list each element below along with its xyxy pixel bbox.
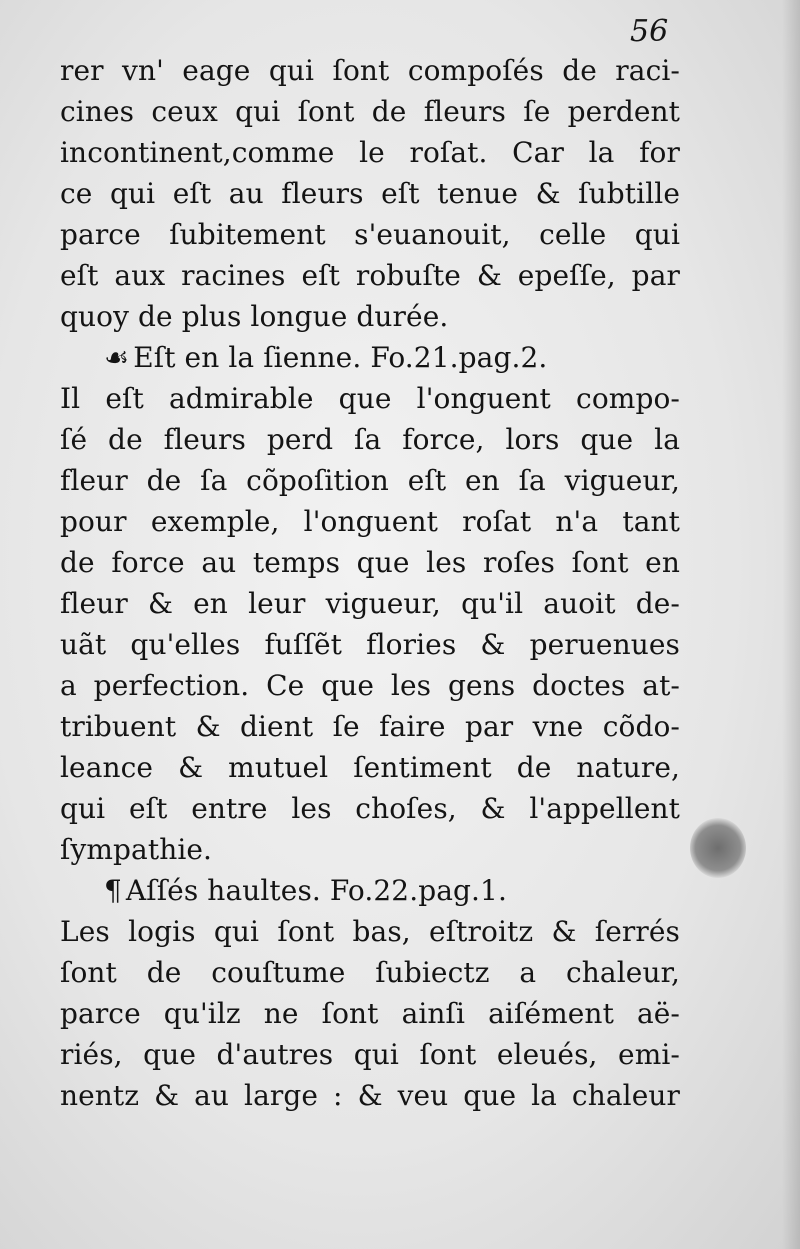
- page-number: 56: [630, 14, 669, 49]
- text-line: ſont de couſtume ſubiectz a chaleur,: [60, 956, 680, 989]
- text-line: parce qu'ilz ne ſont ainſi aiſément aë-: [60, 997, 680, 1030]
- fleuron-icon: ☙: [104, 341, 130, 374]
- text-line: fleur de ſa cõpoſition eſt en ſa vigueur,: [60, 464, 680, 497]
- text-line: de force au temps que les roſes ſont en: [60, 546, 680, 579]
- text-line: tribuent & dient ſe faire par vne cõdo-: [60, 710, 680, 743]
- page-edge-shadow: [782, 0, 800, 1249]
- text-line: qui eſt entre les choſes, & l'appellent: [60, 792, 680, 825]
- text-line: quoy de plus longue durée.: [60, 300, 449, 333]
- text-line: pour exemple, l'onguent roſat n'a tant: [60, 505, 680, 538]
- body-text: [60, 50, 680, 1116]
- text-line: a perfection. Ce que les gens doctes at-: [60, 669, 680, 702]
- text-line: Les logis qui ſont bas, eſtroitz & ſerrés: [60, 915, 680, 948]
- text-line: uãt qu'elles fuſſẽt flories & peruenues: [60, 628, 680, 661]
- text-line: fleur & en leur vigueur, qu'il auoit de-: [60, 587, 680, 620]
- section-heading-text: Aſſés haultes. Fo.22.pag.1.: [125, 874, 507, 907]
- text-line: ſympathie.: [60, 833, 213, 866]
- text-line: eſt aux racines eſt robuſte & epeſſe, par: [60, 259, 680, 292]
- text-line: parce ſubitement s'euanouit, celle qui: [60, 218, 680, 251]
- text-line: nentz & au large : & veu que la chaleur: [60, 1079, 680, 1112]
- text-line: ce qui eſt au fleurs eſt tenue & ſubtille: [60, 177, 680, 210]
- section-heading: [60, 870, 680, 911]
- section-heading: [60, 337, 680, 378]
- ink-blot: [690, 818, 746, 878]
- pilcrow-icon: ¶: [104, 874, 122, 907]
- text-line: Il eſt admirable que l'onguent compo-: [60, 382, 680, 415]
- text-line: rer vn' eage qui ſont compoſés de raci-: [60, 54, 680, 87]
- section-heading-text: Eſt en la ſienne. Fo.21.pag.2.: [133, 341, 548, 374]
- text-line: cines ceux qui ſont de fleurs ſe perdent: [60, 95, 680, 128]
- text-line: leance & mutuel ſentiment de nature,: [60, 751, 680, 784]
- text-line: riés, que d'autres qui ſont eleués, emi-: [60, 1038, 680, 1071]
- text-line: ſé de fleurs perd ſa force, lors que la: [60, 423, 680, 456]
- text-line: incontinent,comme le roſat. Car la for: [60, 136, 680, 169]
